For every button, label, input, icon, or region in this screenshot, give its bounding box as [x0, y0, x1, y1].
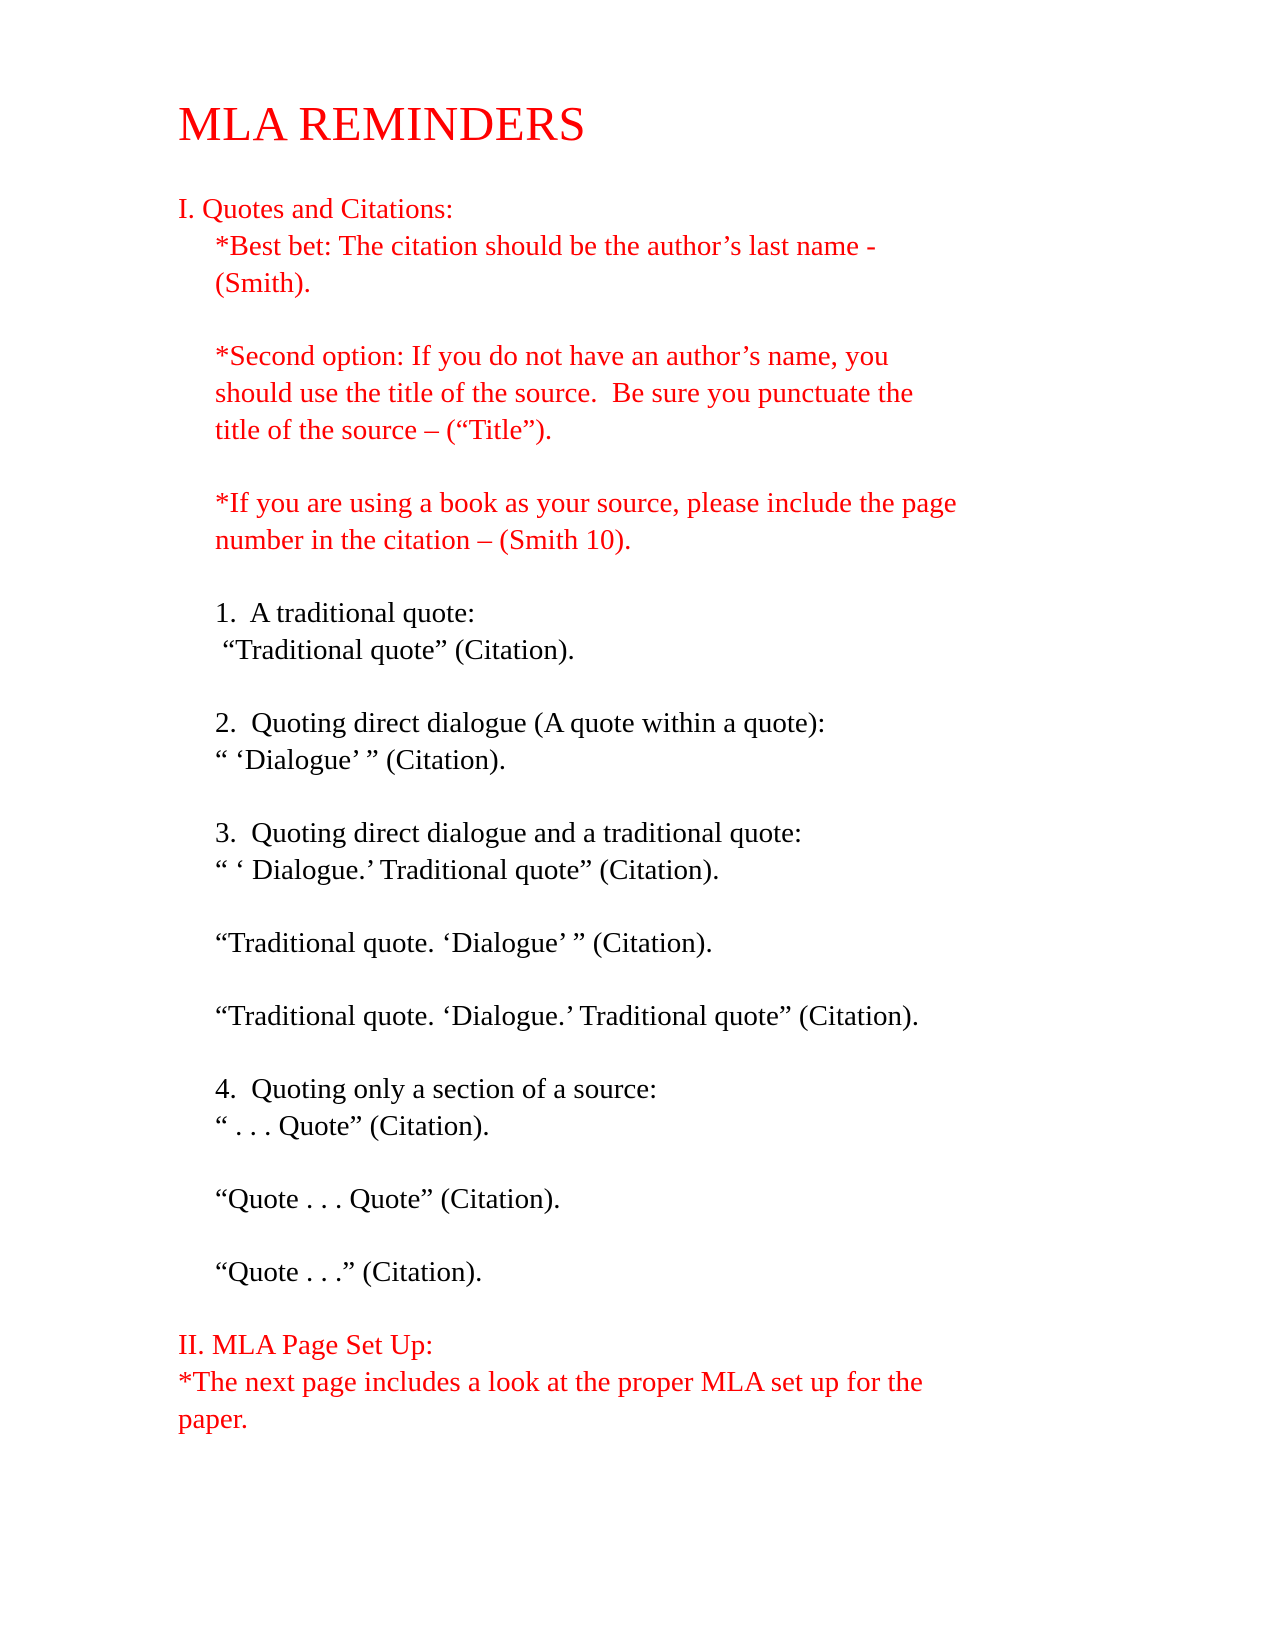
- text-line: should use the title of the source. Be sure you punctuate the: [215, 376, 914, 409]
- text-line: 3. Quoting direct dialogue and a traditional quote:: [215, 816, 803, 849]
- example-4-variant-b: [178, 1254, 1195, 1291]
- text-line: paper.: [178, 1402, 249, 1435]
- example-4-variant-a: [178, 1181, 1195, 1218]
- example-3-variant-b: [178, 998, 1195, 1035]
- text-line: “ ‘Dialogue’ ” (Citation).: [215, 743, 506, 776]
- tip-book-source: [178, 485, 1195, 559]
- text-line: title of the source – (“Title”).: [215, 413, 553, 446]
- text-line: “Traditional quote. ‘Dialogue.’ Traditional quote” (Citation).: [215, 999, 919, 1032]
- text-line: “ . . . Quote” (Citation).: [215, 1109, 490, 1142]
- text-line: 2. Quoting direct dialogue (A quote within a quote):: [215, 706, 826, 739]
- text-line: 4. Quoting only a section of a source:: [215, 1072, 658, 1105]
- text-line: *Best bet: The citation should be the author’s last name -: [215, 229, 876, 262]
- example-2-direct-dialogue: [178, 705, 1195, 779]
- example-4-section-of-source: [178, 1071, 1195, 1145]
- text-line: “Quote . . . Quote” (Citation).: [215, 1182, 561, 1215]
- text-line: I. Quotes and Citations:: [178, 192, 454, 225]
- section-heading-quotes-and-citations: [178, 191, 1195, 228]
- section-heading-mla-page-setup: [178, 1327, 1195, 1438]
- text-line: “Traditional quote. ‘Dialogue’ ” (Citation).: [215, 926, 713, 959]
- example-3-variant-a: [178, 925, 1195, 962]
- text-line: “ ‘ Dialogue.’ Traditional quote” (Citation).: [215, 853, 720, 886]
- text-line: “Traditional quote” (Citation).: [215, 633, 575, 666]
- text-line: “Quote . . .” (Citation).: [215, 1255, 483, 1288]
- tip-second-option: [178, 338, 1195, 449]
- document-title: MLA REMINDERS: [178, 96, 587, 151]
- text-line: *Second option: If you do not have an author’s name, you: [215, 339, 889, 372]
- example-1-traditional-quote: [178, 595, 1195, 669]
- text-line: number in the citation – (Smith 10).: [215, 523, 632, 556]
- example-3-dialogue-and-traditional: [178, 815, 1195, 889]
- text-line: II. MLA Page Set Up:: [178, 1328, 434, 1361]
- text-line: (Smith).: [215, 266, 311, 299]
- text-line: 1. A traditional quote:: [215, 596, 476, 629]
- tip-best-bet: [178, 228, 1195, 302]
- text-line: *If you are using a book as your source, please include the page: [215, 486, 957, 519]
- text-line: *The next page includes a look at the proper MLA set up for the: [178, 1365, 923, 1398]
